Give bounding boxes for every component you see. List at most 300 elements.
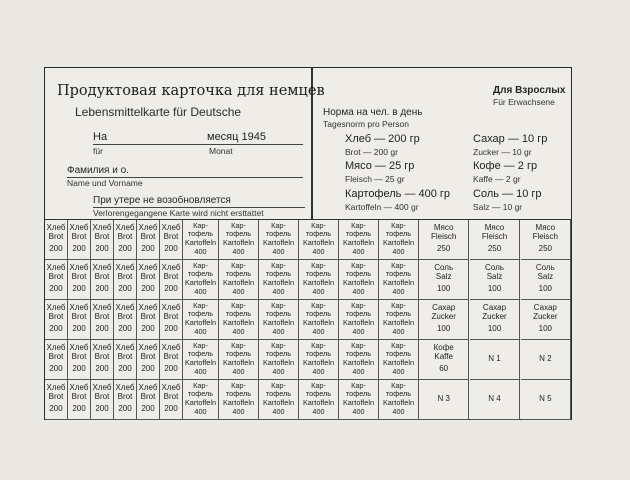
coupon-label-ru: Хлеб	[161, 303, 181, 312]
coupon-value: 200	[49, 283, 63, 293]
coupon-label-de: Kartoffeln	[184, 397, 217, 407]
coupon-value: 400	[194, 286, 207, 296]
coupon-label-ru: тофель	[305, 349, 332, 359]
coupon-label-de: Brot	[48, 392, 64, 402]
coupon-label-de: Brot	[48, 312, 64, 322]
coupon-label-de: Salz	[435, 272, 452, 282]
coupon-label-ru: Кар-	[351, 341, 366, 350]
norm-meat-ru: Мясо — 25 гр	[345, 160, 415, 172]
potato-coupon	[339, 260, 379, 300]
coupon-label-de: Fleisch	[532, 232, 558, 242]
coupon-label-ru: Кар-	[271, 341, 286, 350]
coupon-value: 200	[141, 243, 155, 253]
coupon-label-de: Brot	[71, 312, 87, 322]
coupon-label-de: Kartoffeln	[222, 357, 255, 367]
norm-title-de: Tagesnorm pro Person	[323, 119, 409, 129]
coupon-value: 400	[392, 366, 405, 376]
month-label-de: Monat	[209, 146, 233, 156]
coupon-value: 400	[272, 326, 285, 336]
coupon-label-de: Kartoffeln	[302, 237, 335, 247]
potato-coupon	[219, 260, 259, 300]
potato-coupon	[219, 300, 259, 340]
name-label-de: Name und Vorname	[67, 178, 143, 188]
coupon-label-ru: Хлеб	[92, 263, 112, 272]
coupon-label-ru: Сахар	[432, 303, 456, 312]
coupon-label-ru: Хлеб	[69, 263, 89, 272]
meat-coupon	[521, 220, 571, 260]
coupon-label-ru: Кар-	[311, 261, 326, 270]
coupon-label-de: Kaffe	[434, 352, 453, 362]
coupon-label-de: Zucker	[431, 312, 456, 322]
coupon-label-ru: тофель	[345, 229, 372, 239]
coupon-value: 400	[194, 366, 207, 376]
coupon-label-ru: тофель	[305, 389, 332, 399]
coupon-value: 100	[487, 283, 502, 293]
coupon-label-ru: Хлеб	[115, 343, 135, 352]
potato-coupon	[183, 260, 219, 300]
coupon-value: 400	[194, 326, 207, 336]
coupon-label-de: Fleisch	[481, 232, 508, 242]
coupon-value: 400	[312, 366, 325, 376]
coupon-value: 400	[392, 246, 405, 256]
coupon-label-ru: Хлеб	[115, 263, 135, 272]
potato-coupon	[339, 300, 379, 340]
coupon-value: 400	[352, 326, 365, 336]
coupon-label-de: Fleisch	[430, 232, 457, 242]
potato-coupon	[379, 340, 419, 380]
potato-coupon	[379, 260, 419, 300]
coupon-label-ru: Соль	[434, 263, 454, 272]
coupon-label-de: Salz	[537, 272, 554, 282]
coupon-label-de: Brot	[117, 392, 133, 402]
coupon-label-ru: Кар-	[231, 221, 246, 230]
coupon-label-ru: тофель	[265, 229, 292, 239]
coupon-label-ru: Хлеб	[161, 263, 181, 272]
coupon-label-de: Kartoffeln	[262, 397, 295, 407]
coupon-label-ru: Хлеб	[69, 303, 89, 312]
coupon-label-ru: Хлеб	[161, 223, 181, 232]
coupon-label-ru: тофель	[385, 309, 412, 319]
coupon-value: 400	[352, 286, 365, 296]
bread-coupon	[114, 220, 137, 260]
coupon-label-ru: Соль	[485, 263, 504, 272]
salt-coupon	[521, 260, 571, 300]
bread-coupon	[91, 380, 114, 420]
coupon-label-ru: тофель	[187, 229, 214, 239]
coupon-label-de: Kartoffeln	[382, 317, 415, 327]
card-title-de: Lebensmittelkarte für Deutsche	[75, 105, 242, 119]
coupon-value: 400	[232, 366, 245, 376]
coupon-label-ru: Хлеб	[69, 343, 89, 352]
coupon-label-de: Kartoffeln	[382, 237, 415, 247]
bread-coupon	[114, 260, 137, 300]
bread-coupon	[68, 220, 91, 260]
coupon-label-ru: тофель	[265, 309, 292, 319]
coupon-label-ru: тофель	[345, 349, 372, 359]
coupon-value: 200	[72, 283, 86, 293]
coupon-label-de: Kartoffeln	[262, 357, 295, 367]
coupon-label-ru: Кар-	[271, 261, 286, 270]
coupon-label-ru: Кар-	[391, 381, 406, 390]
potato-coupon	[379, 300, 419, 340]
potato-coupon	[183, 340, 219, 380]
coupon-label-de: Brot	[94, 352, 110, 362]
coupon-label-de: Brot	[71, 392, 87, 402]
bread-coupon	[160, 380, 183, 420]
coupon-label-de: Salz	[486, 272, 503, 282]
coffee-coupon	[419, 340, 469, 380]
coupon-label-de: Brot	[140, 232, 156, 242]
norm-bread-de: Brot — 200 gr	[345, 147, 398, 157]
coupon-label-ru: тофель	[225, 229, 252, 239]
coupon-label-de: Brot	[140, 352, 156, 362]
coupon-value: 400	[312, 286, 325, 296]
coupon-label-de: Zucker	[482, 312, 507, 322]
bread-coupon	[160, 220, 183, 260]
potato-coupon	[219, 340, 259, 380]
coupon-value: 400	[194, 406, 207, 416]
coupon-label-ru: Кар-	[193, 381, 208, 390]
bread-coupon	[91, 220, 114, 260]
bread-coupon	[91, 300, 114, 340]
bread-coupon	[45, 380, 68, 420]
coupon-label-de: Kartoffeln	[342, 397, 375, 407]
coupon-label-de: Kartoffeln	[184, 237, 217, 247]
coupon-value: 400	[272, 366, 285, 376]
card-header	[45, 68, 571, 219]
coupon-label-ru: Хлеб	[46, 383, 66, 392]
coupon-label-ru: тофель	[305, 229, 332, 239]
coupon-label-de: Brot	[71, 232, 87, 242]
coupon-label-de: Brot	[94, 272, 110, 282]
coupon-label-de: Brot	[140, 312, 156, 322]
coupon-value: 400	[232, 286, 245, 296]
coupon-label-de: Brot	[94, 312, 110, 322]
coupon-label-ru: Кар-	[311, 221, 326, 230]
coupon-label-de: Kartoffeln	[222, 237, 255, 247]
coupon-value: 200	[118, 403, 132, 413]
potato-coupon	[183, 380, 219, 420]
coupon-label-ru: Кар-	[193, 261, 208, 270]
loss-note-de: Verlorengegangene Karte wird nicht ersttattet	[93, 208, 264, 218]
coupon-label-de: Brot	[163, 312, 179, 322]
potato-coupon	[299, 380, 339, 420]
coupon-value: 400	[312, 406, 325, 416]
coupon-value: 250	[436, 243, 451, 253]
coupon-label-ru: Хлеб	[46, 223, 66, 232]
coupon-row	[45, 380, 571, 420]
coupon-label-ru: Мясо	[484, 223, 505, 232]
norm-sugar-de: Zucker — 10 gr	[473, 147, 532, 157]
coupon-value: 200	[118, 363, 132, 373]
coupon-row	[45, 300, 571, 340]
coupon-label-de: Kartoffeln	[222, 397, 255, 407]
coupon-label-ru: тофель	[345, 389, 372, 399]
coupon-value: 200	[118, 283, 132, 293]
potato-coupon	[339, 220, 379, 260]
norm-title-ru: Норма на чел. в день	[323, 107, 423, 118]
coupon-label-ru: тофель	[385, 349, 412, 359]
coupon-label-de: Kartoffeln	[302, 357, 335, 367]
coupon-label-ru: Кар-	[231, 341, 246, 350]
coupon-value: 200	[49, 363, 63, 373]
meat-coupon	[419, 220, 469, 260]
coupon-value: 200	[72, 363, 86, 373]
coupon-value: 100	[487, 323, 502, 333]
bread-coupon	[137, 340, 160, 380]
coupon-label-ru: Хлеб	[115, 303, 135, 312]
number-month-line	[93, 144, 303, 145]
coupon-label-de: Kartoffeln	[222, 317, 255, 327]
potato-coupon	[183, 220, 219, 260]
coupon-value: 200	[72, 243, 86, 253]
coupon-value: 400	[392, 406, 405, 416]
coupon-label-ru: Хлеб	[138, 263, 158, 272]
bread-coupon	[160, 340, 183, 380]
potato-coupon	[219, 380, 259, 420]
coupon-label-de: Kartoffeln	[302, 317, 335, 327]
coupon-label-de: Brot	[117, 272, 133, 282]
coupon-value: 200	[164, 243, 178, 253]
coupon-value: 250	[538, 243, 552, 253]
potato-coupon	[339, 380, 379, 420]
coupon-label-ru: тофель	[345, 269, 372, 279]
coupon-label-ru: Кар-	[271, 301, 286, 310]
coupon-label-de: Kartoffeln	[382, 357, 415, 367]
bread-coupon	[91, 340, 114, 380]
coupon-label-ru: тофель	[305, 269, 332, 279]
coupon-label-de: Kartoffeln	[262, 277, 295, 287]
coupon-label-ru: Соль	[535, 263, 555, 272]
coupon-label-de: Brot	[163, 392, 179, 402]
coupon-label-ru: Хлеб	[92, 303, 112, 312]
coupon-value: 400	[352, 246, 365, 256]
potato-coupon	[183, 300, 219, 340]
coupon-value: 200	[141, 283, 155, 293]
coupon-label-ru: Кар-	[193, 301, 208, 310]
potato-coupon	[259, 260, 299, 300]
coupon-label-ru: тофель	[187, 349, 214, 359]
number-coupon: N 4	[470, 380, 520, 420]
coupon-label-ru: Мясо	[535, 223, 556, 232]
coupon-label-ru: Хлеб	[138, 383, 158, 392]
coupon-label-de: Kartoffeln	[302, 397, 335, 407]
coupon-label-ru: тофель	[265, 389, 292, 399]
coupon-value: 400	[312, 326, 325, 336]
coupon-label-de: Kartoffeln	[302, 277, 335, 287]
bread-coupon	[114, 380, 137, 420]
coupon-label-ru: Хлеб	[92, 223, 112, 232]
coupon-label-de: Brot	[94, 232, 110, 242]
coupon-label-ru: Хлеб	[115, 383, 135, 392]
coupon-value: 200	[118, 243, 132, 253]
bread-coupon	[45, 300, 68, 340]
bread-coupon	[160, 260, 183, 300]
potato-coupon	[259, 300, 299, 340]
sugar-coupon	[419, 300, 469, 340]
coupon-value: 200	[118, 323, 132, 333]
coupon-label-ru: Кар-	[231, 261, 246, 270]
coupon-value: 200	[72, 403, 86, 413]
bread-coupon	[68, 340, 91, 380]
coupon-value: 100	[436, 283, 451, 293]
coupon-label-de: Kartoffeln	[382, 277, 415, 287]
bread-coupon	[160, 300, 183, 340]
coupon-label-de: Kartoffeln	[184, 357, 217, 367]
coupon-label-ru: Хлеб	[92, 343, 112, 352]
potato-coupon	[219, 220, 259, 260]
number-label-ru: На	[93, 131, 108, 143]
coupon-value: 400	[312, 246, 325, 256]
potato-coupon	[299, 300, 339, 340]
potato-coupon	[299, 260, 339, 300]
bread-coupon	[68, 300, 91, 340]
ration-card	[44, 67, 572, 420]
coupon-label-ru: тофель	[225, 389, 252, 399]
coupon-label-de: Brot	[48, 272, 64, 282]
potato-coupon	[259, 220, 299, 260]
coupon-value: 200	[72, 323, 86, 333]
coupon-value: 400	[392, 326, 405, 336]
potato-coupon	[379, 220, 419, 260]
coupon-label-de: Brot	[48, 232, 64, 242]
meat-coupon	[470, 220, 520, 260]
coupon-value: 200	[164, 323, 178, 333]
number-coupon: N 1	[470, 340, 520, 380]
potato-coupon	[299, 340, 339, 380]
coupon-label-de: Brot	[140, 272, 156, 282]
bread-coupon	[45, 220, 68, 260]
coupon-label-de: Kartoffeln	[184, 277, 217, 287]
coupon-value: 400	[232, 246, 245, 256]
number-coupon: N 5	[521, 380, 571, 420]
coupon-label-ru: Кар-	[311, 301, 326, 310]
coupon-label-ru: тофель	[225, 349, 252, 359]
coupon-label-ru: Хлеб	[138, 343, 158, 352]
norm-bread-ru: Хлеб — 200 гр	[345, 133, 420, 145]
coupon-label-de: Brot	[117, 352, 133, 362]
coupon-label-de: Brot	[117, 312, 133, 322]
norm-salt-de: Salz — 10 gr	[473, 202, 523, 212]
bread-coupon	[137, 380, 160, 420]
coupon-label-ru: Кар-	[351, 381, 366, 390]
coupon-label-ru: Хлеб	[69, 223, 89, 232]
potato-coupon	[379, 380, 419, 420]
coupon-label-de: Kartoffeln	[222, 277, 255, 287]
coupon-label-ru: Кар-	[311, 381, 326, 390]
coupon-label-ru: Кофе	[433, 343, 454, 352]
coupon-label-de: Kartoffeln	[342, 277, 375, 287]
norm-meat-de: Fleisch — 25 gr	[345, 174, 405, 184]
coupon-label-ru: Кар-	[311, 341, 326, 350]
coupon-value: 100	[436, 323, 451, 333]
coupon-value: 200	[49, 323, 63, 333]
coupon-label-ru: Хлеб	[115, 223, 135, 232]
coupon-label-de: Kartoffeln	[184, 317, 217, 327]
name-label-ru: Фамилия и о.	[67, 165, 129, 176]
coupon-label-de: Brot	[117, 232, 133, 242]
salt-coupon	[419, 260, 469, 300]
coupon-label-ru: тофель	[265, 269, 292, 279]
coupon-value: 400	[272, 246, 285, 256]
coupon-label-de: Kartoffeln	[262, 317, 295, 327]
bread-coupon	[114, 340, 137, 380]
coupon-label-ru: Хлеб	[46, 263, 66, 272]
coupon-label-ru: Кар-	[391, 261, 406, 270]
bread-coupon	[137, 300, 160, 340]
norm-potato-ru: Картофель — 400 гр	[345, 188, 451, 200]
coupon-label-ru: Хлеб	[46, 343, 66, 352]
coupon-value: 200	[49, 243, 63, 253]
coupon-label-ru: тофель	[187, 309, 214, 319]
coupon-label-ru: тофель	[225, 309, 252, 319]
card-title-ru: Продуктовая карточка для немцев	[57, 83, 325, 99]
sugar-coupon	[521, 300, 571, 340]
coupon-label-de: Kartoffeln	[342, 317, 375, 327]
bread-coupon	[68, 380, 91, 420]
coupon-label-ru: Хлеб	[138, 223, 158, 232]
coupon-value: 200	[49, 403, 63, 413]
coupon-value: 400	[232, 326, 245, 336]
norm-sugar-ru: Сахар — 10 гр	[473, 133, 548, 145]
number-label-de: für	[93, 146, 103, 156]
coupon-label-ru: тофель	[187, 269, 214, 279]
number-coupon: N 3	[419, 380, 469, 420]
bread-coupon	[114, 300, 137, 340]
coupon-label-ru: Хлеб	[46, 303, 66, 312]
norm-coffee-de: Kaffe — 2 gr	[473, 174, 521, 184]
coupon-label-ru: Кар-	[351, 301, 366, 310]
coupon-label-ru: Хлеб	[92, 383, 112, 392]
loss-note-ru: При утере не возобновляется	[93, 195, 231, 206]
coupon-label-ru: Кар-	[231, 381, 246, 390]
coupon-label-de: Brot	[71, 272, 87, 282]
bread-coupon	[137, 220, 160, 260]
coupon-value: 100	[538, 323, 552, 333]
coupon-value: 250	[487, 243, 502, 253]
coupon-row	[45, 260, 571, 300]
coupon-label-ru: Сахар	[533, 303, 557, 312]
potato-coupon	[299, 220, 339, 260]
coupon-label-de: Zucker	[533, 312, 558, 322]
coupon-label-ru: Кар-	[391, 341, 406, 350]
coupon-label-de: Brot	[71, 352, 87, 362]
coupon-value: 200	[164, 363, 178, 373]
norm-salt-ru: Соль — 10 гр	[473, 188, 542, 200]
coupon-label-ru: Хлеб	[69, 383, 89, 392]
bread-coupon	[137, 260, 160, 300]
coupon-value: 200	[141, 363, 155, 373]
coupon-value: 400	[194, 246, 207, 256]
coupon-label-ru: Хлеб	[161, 383, 181, 392]
potato-coupon	[259, 340, 299, 380]
coupon-label-de: Brot	[94, 392, 110, 402]
bread-coupon	[68, 260, 91, 300]
coupon-label-ru: Кар-	[193, 341, 208, 350]
bread-coupon	[91, 260, 114, 300]
potato-coupon	[259, 380, 299, 420]
coupon-value: 200	[95, 403, 109, 413]
coupon-label-ru: тофель	[385, 389, 412, 399]
coupon-label-de: Kartoffeln	[342, 237, 375, 247]
coupon-label-de: Brot	[163, 352, 179, 362]
coupon-value: 200	[95, 243, 109, 253]
coupon-value: 200	[95, 363, 109, 373]
potato-coupon	[339, 340, 379, 380]
coupon-label-ru: тофель	[385, 229, 412, 239]
coupon-row	[45, 220, 571, 260]
coupon-label-de: Brot	[48, 352, 64, 362]
